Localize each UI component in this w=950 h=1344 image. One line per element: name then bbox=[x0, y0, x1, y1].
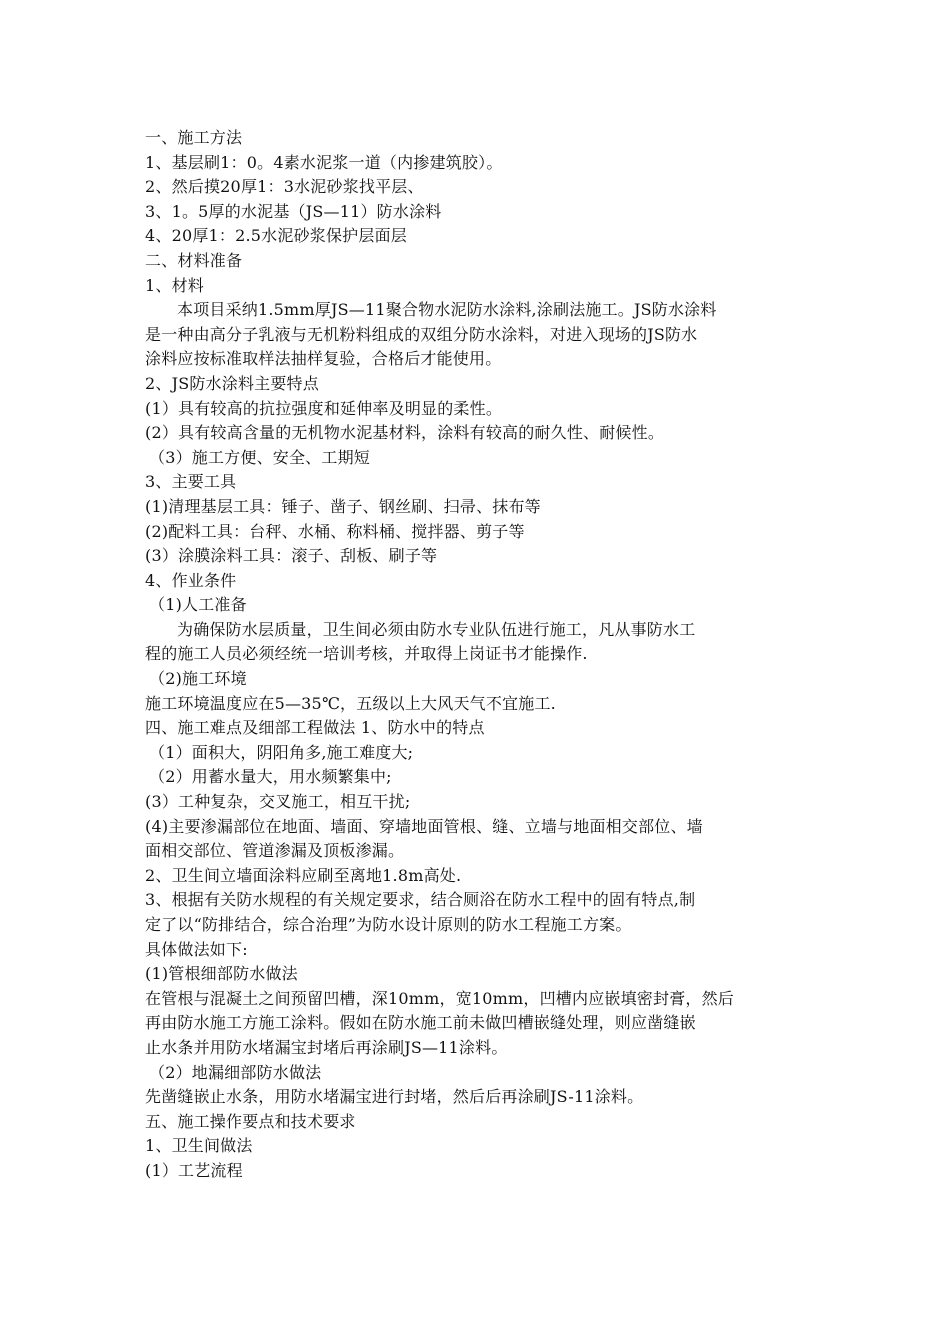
list-item: 2、卫生间立墙面涂料应刷至离地1.8m高处. bbox=[145, 865, 462, 885]
paragraph-line: 本项目采纳1.5mm厚JS—11聚合物水泥防水涂料,涂刷法施工。JS防水涂料 bbox=[177, 300, 717, 320]
list-item: (4)主要渗漏部位在地面、墙面、穿墙地面管根、缝、立墙与地面相交部位、墙 bbox=[145, 816, 703, 836]
list-item: (1）具有较高的抗拉强度和延伸率及明显的柔性。 bbox=[145, 398, 503, 418]
subheading-pipe-root: (1)管根细部防水做法 bbox=[145, 964, 298, 984]
list-item: (2）具有较高含量的无机物水泥基材料，涂料有较高的耐久性、耐候性。 bbox=[145, 423, 665, 443]
list-item: （1)人工准备 bbox=[149, 595, 247, 615]
list-item: (3）涂膜涂料工具：滚子、刮板、刷子等 bbox=[145, 546, 438, 566]
document-body bbox=[145, 126, 810, 1184]
subheading-work-conditions: 4、作业条件 bbox=[145, 570, 237, 590]
paragraph-line: 具体做法如下: bbox=[145, 939, 248, 959]
subheading-floor-drain: （2）地漏细部防水做法 bbox=[149, 1062, 322, 1082]
list-item: 3、根据有关防水规程的有关规定要求，结合厕浴在防水工程中的固有特点,制 bbox=[145, 890, 696, 910]
subheading-js-features: 2、JS防水涂料主要特点 bbox=[145, 373, 319, 393]
method-step-4: 4、20厚1：2.5水泥砂浆保护层面层 bbox=[145, 226, 407, 246]
paragraph-line: 先凿缝嵌止水条，用防水堵漏宝进行封堵，然后后再涂刷JS-11涂料。 bbox=[145, 1087, 644, 1107]
paragraph-line: 程的施工人员必须经统一培训考核，并取得上岗证书才能操作. bbox=[145, 644, 588, 664]
subheading-materials: 1、材料 bbox=[145, 275, 204, 295]
heading-difficulties: 四、施工难点及细部工程做法 1、防水中的特点 bbox=[145, 718, 485, 738]
paragraph-line: 涂料应按标准取样法抽样复验，合格后才能使用。 bbox=[145, 349, 502, 369]
paragraph-line: 施工环境温度应在5—35℃，五级以上大风天气不宜施工. bbox=[145, 693, 556, 713]
paragraph-line: 为确保防水层质量，卫生间必须由防水专业队伍进行施工，凡从事防水工 bbox=[177, 619, 696, 639]
method-step-1: 1、基层刷1：0。4素水泥浆一道（内掺建筑胶）。 bbox=[145, 152, 503, 172]
heading-construction-method: 一、施工方法 bbox=[145, 128, 243, 147]
paragraph-line: 在管根与混凝土之间预留凹槽，深10mm，宽10mm，凹槽内应嵌填密封膏，然后 bbox=[145, 988, 735, 1008]
heading-material-prep: 二、材料准备 bbox=[145, 250, 243, 270]
list-item: （3）施工方便、安全、工期短 bbox=[149, 447, 370, 467]
list-item: （1）面积大，阴阳角多,施工难度大; bbox=[149, 742, 414, 762]
method-step-2: 2、然后摸20厚1：3水泥砂浆找平层、 bbox=[145, 177, 424, 197]
list-item: (1)清理基层工具：锤子、凿子、钢丝刷、扫帚、抹布等 bbox=[145, 496, 541, 516]
subheading-process-flow: (1）工艺流程 bbox=[145, 1160, 243, 1180]
paragraph-line: 面相交部位、管道渗漏及顶板渗漏。 bbox=[145, 841, 405, 861]
list-item: (3）工种复杂，交叉施工，相互干扰; bbox=[145, 792, 411, 812]
paragraph-line: 止水条并用防水堵漏宝封堵后再涂刷JS—11涂料。 bbox=[145, 1037, 508, 1057]
heading-operation-points: 五、施工操作要点和技术要求 bbox=[145, 1111, 356, 1131]
paragraph-line: 再由防水施工方施工涂料。假如在防水施工前未做凹槽嵌缝处理，则应凿缝嵌 bbox=[145, 1013, 696, 1033]
method-step-3: 3、1。5厚的水泥基（JS—11）防水涂料 bbox=[145, 201, 442, 221]
subheading-bathroom: 1、卫生间做法 bbox=[145, 1136, 253, 1156]
paragraph-line: 是一种由高分子乳液与无机粉料组成的双组分防水涂料，对进入现场的JS防水 bbox=[145, 324, 698, 344]
subheading-tools: 3、主要工具 bbox=[145, 472, 237, 492]
paragraph-line: 定了以“防排结合，综合治理”为防水设计原则的防水工程施工方案。 bbox=[145, 915, 632, 934]
list-item: （2）用蓄水量大，用水频繁集中; bbox=[149, 767, 392, 787]
list-item: （2)施工环境 bbox=[149, 669, 247, 689]
list-item: (2)配料工具：台秤、水桶、称料桶、搅拌器、剪子等 bbox=[145, 521, 525, 541]
